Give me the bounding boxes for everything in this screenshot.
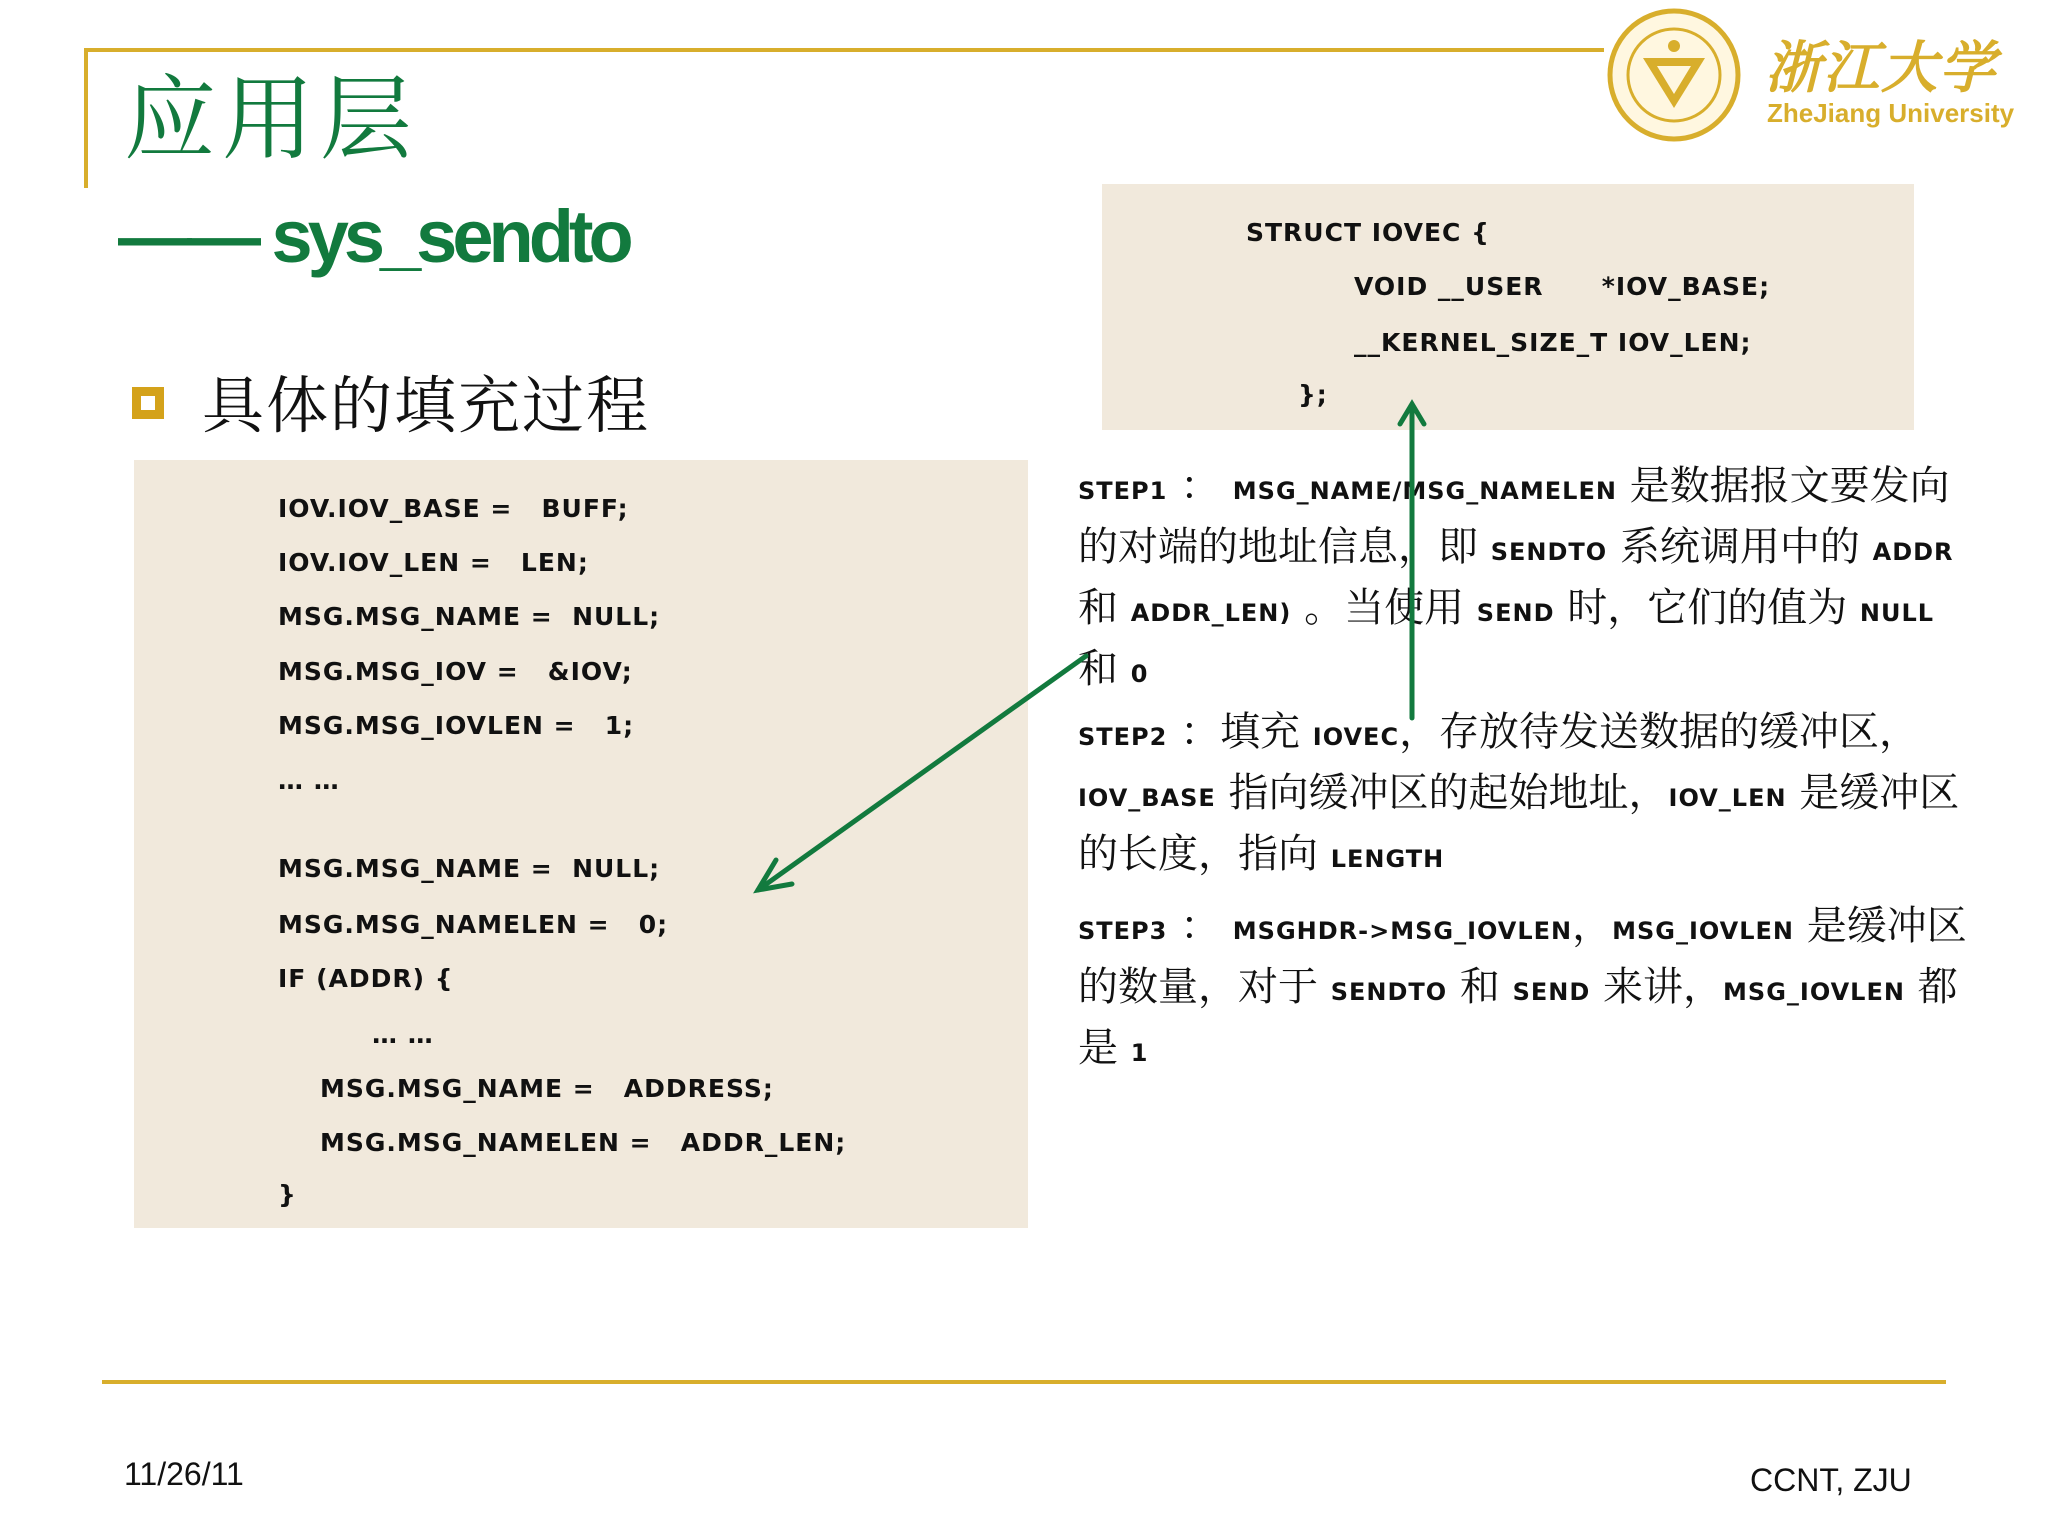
step3-text: 都是	[1078, 964, 1958, 1071]
code-line: STRUCT IOVEC {	[1246, 218, 1490, 247]
code-line: __KERNEL_SIZE_T IOV_LEN;	[1354, 328, 1752, 357]
step2-paragraph	[1078, 704, 1978, 887]
step1-code: MSG_NAME/MSG_NAMELEN	[1232, 477, 1617, 505]
logo-chinese-name: 浙江大学	[1765, 35, 1997, 101]
code-line: MSG.MSG_NAME = NULL;	[278, 854, 661, 883]
step1-code: 0	[1130, 660, 1149, 688]
step2-sep: ：	[1180, 709, 1221, 755]
code-line: MSG.MSG_NAMELEN = ADDR_LEN;	[320, 1128, 847, 1157]
code-line: MSG.MSG_IOV = &IOV;	[278, 657, 633, 686]
code-line: MSG.MSG_NAMELEN = 0;	[278, 910, 669, 939]
code-line: IOV.IOV_BASE = BUFF;	[278, 494, 629, 523]
step3-text: 和	[1447, 964, 1513, 1010]
step1-code: SENDTO	[1490, 538, 1608, 566]
logo-english-name: ZheJiang University	[1767, 98, 2015, 128]
step3-text: 来讲，	[1590, 964, 1724, 1010]
square-bullet-icon	[132, 387, 164, 419]
step2-code: IOV_LEN	[1668, 784, 1787, 812]
step2-code: IOVEC	[1312, 723, 1400, 751]
step2-text: 填充	[1220, 709, 1313, 755]
step2-code: IOV_BASE	[1078, 784, 1216, 812]
step2-text: 是缓冲区的长度，指向	[1078, 770, 1960, 877]
step3-code: MSGHDR->MSG_IOVLEN	[1232, 917, 1573, 945]
step2-code: LENGTH	[1330, 845, 1445, 873]
page-subtitle: —— sys_sendto	[118, 195, 629, 278]
step3-text: 是缓冲区的数量，对于	[1078, 903, 1967, 1010]
step1-code: ADDR	[1872, 538, 1954, 566]
top-rule	[84, 48, 1604, 52]
step1-code: SEND	[1476, 599, 1555, 627]
footer-organization: CCNT, ZJU	[1750, 1462, 1912, 1498]
code-block-fill	[134, 460, 1028, 1228]
step1-text: 是数据报文要发向的对端的地址信息，即	[1078, 463, 1950, 570]
code-line: MSG.MSG_IOVLEN = 1;	[278, 711, 635, 740]
step2-label: STEP2	[1078, 723, 1168, 751]
step1-text: 。当使用	[1291, 585, 1477, 631]
code-line: VOID __USER *IOV_BASE;	[1354, 272, 1771, 301]
step1-code: ADDR_LEN)	[1130, 599, 1292, 627]
step2-text: 指向缓冲区的起始地址，	[1215, 770, 1669, 816]
code-line: };	[1298, 380, 1328, 409]
step3-code: MSG_IOVLEN	[1723, 978, 1905, 1006]
step3-code: SENDTO	[1330, 978, 1448, 1006]
step1-text: 时，它们的值为	[1554, 585, 1860, 631]
step1-label: STEP1	[1078, 477, 1168, 505]
code-line: … …	[372, 1020, 434, 1049]
step3-code: 1	[1130, 1039, 1149, 1067]
page-title: 应用层	[124, 66, 419, 173]
code-line: MSG.MSG_NAME = ADDRESS;	[320, 1074, 774, 1103]
code-line: IF (ADDR) {	[278, 964, 454, 993]
footer-date: 11/26/11	[124, 1456, 244, 1492]
code-line: }	[278, 1180, 297, 1209]
iovec-struct-block	[1102, 184, 1914, 430]
step1-paragraph	[1078, 458, 1978, 702]
step1-text: 和	[1078, 646, 1131, 692]
university-logo	[1605, 6, 2045, 144]
left-rule	[84, 48, 88, 188]
code-line: MSG.MSG_NAME = NULL;	[278, 602, 661, 631]
step3-code: SEND	[1512, 978, 1591, 1006]
step2-text: ，存放待发送数据的缓冲区，	[1399, 709, 1920, 755]
bullet-heading: 具体的填充过程	[202, 369, 651, 442]
step1-code: NULL	[1859, 599, 1935, 627]
step3-code: MSG_IOVLEN	[1612, 917, 1795, 945]
step1-text: 和	[1078, 585, 1131, 631]
code-line: … …	[278, 766, 340, 795]
step3-label: STEP3	[1078, 917, 1168, 945]
step3-sep: ：	[1180, 903, 1221, 949]
step1-sep: ：	[1180, 463, 1221, 509]
step3-paragraph	[1078, 898, 1978, 1081]
bottom-rule	[102, 1380, 1946, 1384]
step1-text: 系统调用中的	[1607, 524, 1873, 570]
step3-text: ，	[1572, 903, 1613, 949]
code-line: IOV.IOV_LEN = LEN;	[278, 548, 589, 577]
university-seal-icon	[1605, 6, 1743, 144]
